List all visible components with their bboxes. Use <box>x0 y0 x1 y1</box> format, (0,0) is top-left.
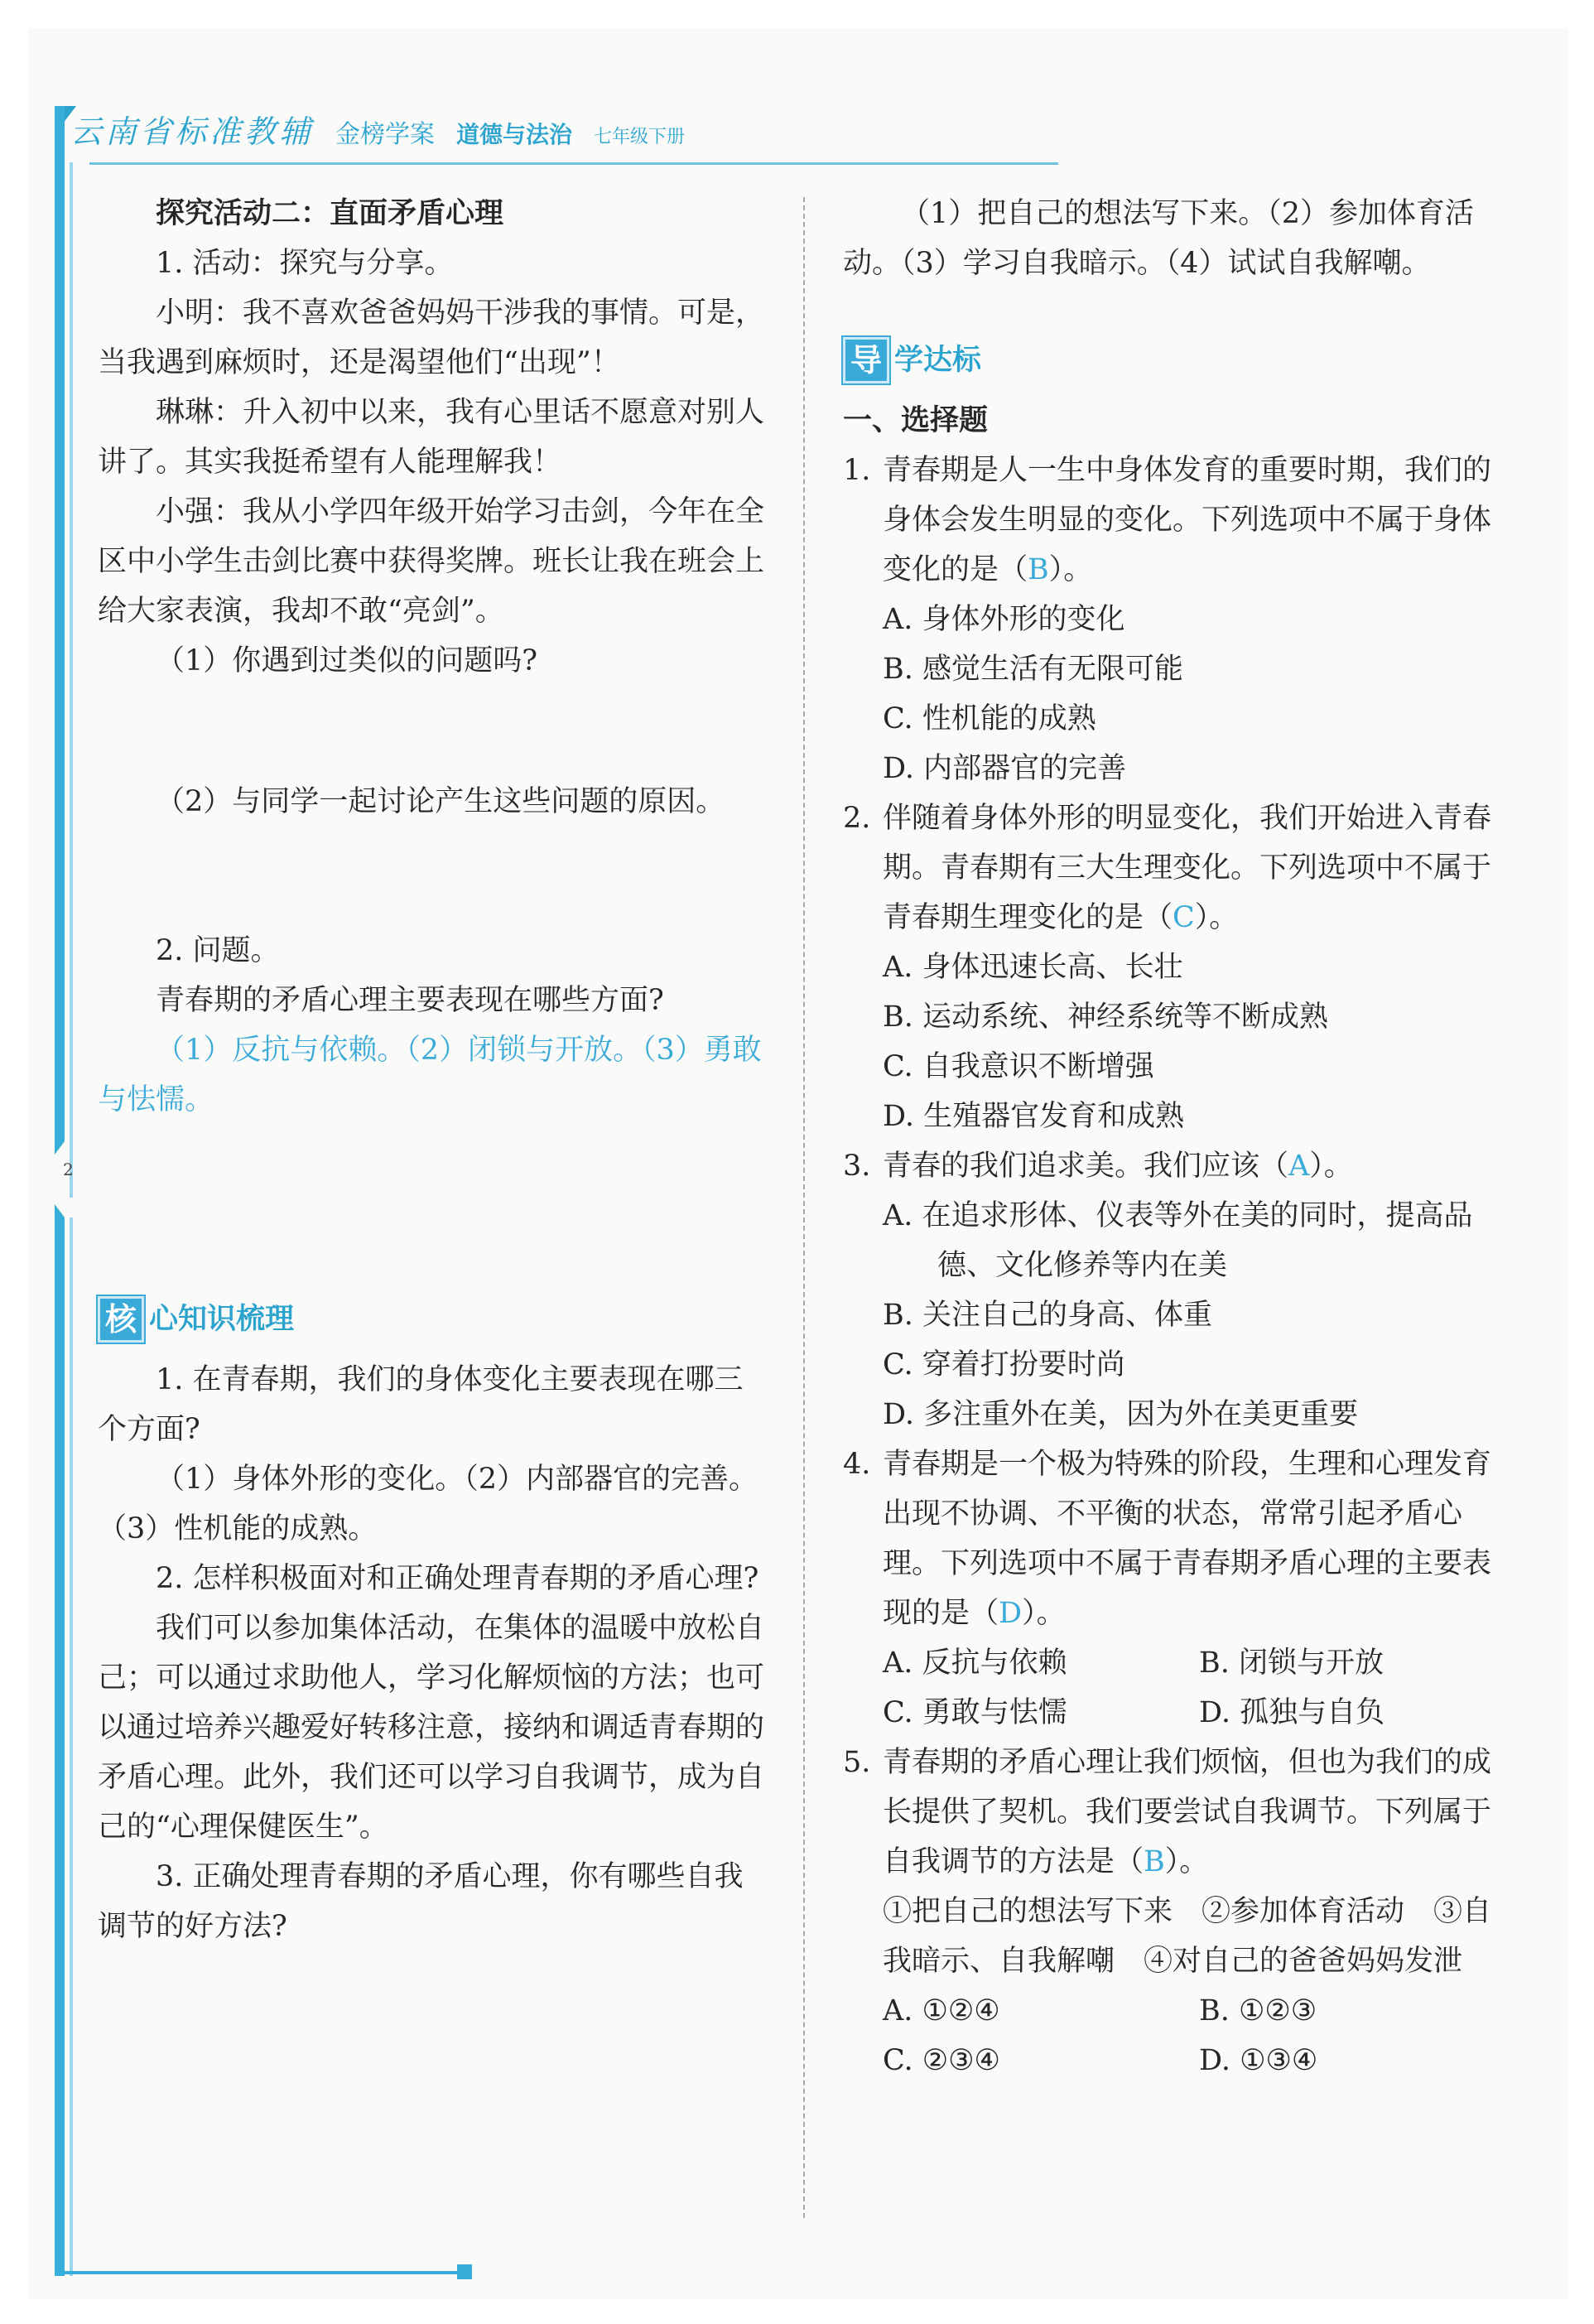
page-number: 2 <box>63 1160 74 1179</box>
option: D. 生殖器官发育和成熟 <box>883 1100 1185 1133</box>
knowledge-q3: 3. 正确处理青春期的矛盾心理，你有哪些自我调节的好方法? <box>98 1860 744 1943</box>
option: A. 身体外形的变化 <box>883 603 1125 636</box>
footer-square-mark <box>457 2264 472 2279</box>
margin-bar-lower <box>55 1217 65 2276</box>
answer-letter: B <box>1028 553 1049 586</box>
question-end: ）。 <box>1309 1150 1353 1183</box>
activity-step-1: 1. 活动：探究与分享。 <box>156 247 454 280</box>
option: A. 身体迅速长高、长壮 <box>883 951 1183 984</box>
option: B. 闭锁与开放 <box>1199 1647 1384 1680</box>
knowledge-a1: （1）身体外形的变化。（2）内部器官的完善。（3）性机能的成熟。 <box>98 1463 758 1545</box>
answer-letter: D <box>999 1597 1023 1630</box>
question-number: 4. <box>843 1448 871 1481</box>
question-stem: 青春期是人一生中身体发育的重要时期，我们的身体会发生明显的变化。下列选项中不属于身体变化的是（ <box>883 454 1492 586</box>
section-title: 心知识梳理 <box>149 1303 295 1336</box>
option: D. ①③④ <box>1199 2044 1318 2077</box>
option: D. 多注重外在美，因为外在美更重要 <box>883 1398 1359 1431</box>
section-title: 学达标 <box>894 344 982 377</box>
option: B. 感觉生活有无限可能 <box>883 653 1183 686</box>
knowledge-q1: 1. 在青春期，我们的身体变化主要表现在哪三个方面? <box>98 1363 744 1446</box>
option: D. 内部器官的完善 <box>883 752 1127 785</box>
column-divider <box>803 197 805 2218</box>
question-item <box>843 1141 1515 1191</box>
step-2-answer: （1）反抗与依赖。（2）闭锁与开放。（3）勇敢与怯懦。 <box>98 1034 762 1116</box>
page-header <box>70 106 685 152</box>
margin-thin-line-lower <box>70 1217 73 2276</box>
option: A. 反抗与依赖 <box>883 1647 1067 1680</box>
option: C. 性机能的成熟 <box>883 702 1096 735</box>
header-brand: 云南省标准教辅 <box>70 113 315 150</box>
question-item <box>843 1439 1515 1638</box>
option-row <box>843 1688 1515 1738</box>
left-column <box>98 189 764 1951</box>
question-item <box>843 446 1515 595</box>
footer-rule <box>55 2271 460 2274</box>
question-number: 3. <box>843 1150 871 1183</box>
option-row <box>843 2036 1515 2085</box>
step-2-label: 2. 问题。 <box>156 934 280 967</box>
option: C. 穿着打扮要时尚 <box>883 1348 1125 1381</box>
question-end: ）。 <box>1048 553 1093 586</box>
option: C. ②③④ <box>883 2044 1000 2077</box>
right-column <box>843 189 1515 2085</box>
question-stem: 伴随着身体外形的明显变化，我们开始进入青春期。青春期有三大生理变化。下列选项中不属于青春期生理变化的是（ <box>883 802 1492 934</box>
option: A. 在追求形体、仪表等外在美的同时，提高品德、文化修养等内在美 <box>883 1199 1473 1282</box>
section-badge-icon: 核 <box>98 1296 144 1343</box>
option: B. 关注自己的身高、体重 <box>883 1299 1212 1332</box>
section-badge-icon: 导 <box>843 337 889 383</box>
option: A. ①②④ <box>883 1994 1000 2027</box>
option-row <box>843 1638 1515 1688</box>
knowledge-a3: （1）把自己的想法写下来。（2）参加体育活动。（3）学习自我暗示。（4）试试自我解嘲。 <box>843 197 1475 280</box>
activity-title: 探究活动二：直面矛盾心理 <box>156 197 504 230</box>
answer-letter: B <box>1144 1845 1165 1878</box>
answer-letter: C <box>1173 901 1195 934</box>
answer-letter: A <box>1288 1150 1310 1183</box>
statement-list: ①把自己的想法写下来 ②参加体育活动 ③自我暗示、自我解嘲 ④对自己的爸爸妈妈发泄 <box>883 1895 1492 1978</box>
option-row <box>843 1986 1515 2036</box>
question-end: ）。 <box>1022 1597 1066 1630</box>
question-item <box>843 1738 1515 1887</box>
answer-space-2 <box>98 827 764 926</box>
question-stem: 青春期的矛盾心理让我们烦恼，但也为我们的成长提供了契机。我们要尝试自我调节。下列属于自我调节的方法是（ <box>883 1746 1492 1878</box>
margin-notch-upper <box>55 1141 65 1155</box>
question-item <box>843 793 1515 943</box>
question-end: ）。 <box>1164 1845 1209 1878</box>
margin-bar-upper <box>55 106 65 1141</box>
step-2-question: 青春期的矛盾心理主要表现在哪些方面? <box>156 984 664 1017</box>
question-2: （2）与同学一起讨论产生这些问题的原因。 <box>156 785 725 818</box>
question-1: （1）你遇到过类似的问题吗? <box>156 644 538 677</box>
section-practice <box>843 331 1515 389</box>
question-number: 2. <box>843 802 871 835</box>
knowledge-q2: 2. 怎样积极面对和正确处理青春期的矛盾心理? <box>156 1562 759 1595</box>
option: C. 勇敢与怯懦 <box>883 1696 1067 1729</box>
option: C. 自我意识不断增强 <box>883 1050 1154 1083</box>
part-title: 一、选择题 <box>843 404 989 437</box>
header-grade: 七年级下册 <box>594 127 686 147</box>
option: B. ①②③ <box>1199 1994 1317 2027</box>
header-series: 金榜学案 <box>335 120 436 149</box>
margin-thin-line-upper <box>70 162 73 1198</box>
blank-space <box>98 1125 764 1272</box>
header-rule <box>89 162 1058 165</box>
knowledge-a2: 我们可以参加集体活动，在集体的温暖中放松自己；可以通过求助他人，学习化解烦恼的方法；也可以通过培养兴趣爱好转移注意，接纳和调适青春期的矛盾心理。此外，我们还可以学习自我调节，成为自己的“心理保健医生”。 <box>98 1612 765 1844</box>
question-stem: 青春的我们追求美。我们应该（ <box>883 1150 1289 1183</box>
linlin-text: 琳琳：升入初中以来，我有心里话不愿意对别人讲了。其实我挺希望有人能理解我！ <box>98 396 765 479</box>
question-stem: 青春期是一个极为特殊的阶段，生理和心理发育出现不协调、不平衡的状态，常常引起矛盾心理。下列选项中不属于青春期矛盾心理的主要表现的是（ <box>883 1448 1492 1630</box>
xiaoqiang-text: 小强：我从小学四年级开始学习击剑，今年在全区中小学生击剑比赛中获得奖牌。班长让我在班会上给大家表演，我却不敢“亮剑”。 <box>98 495 765 628</box>
section-core-knowledge <box>98 1290 764 1348</box>
option: D. 孤独与自负 <box>1199 1696 1385 1729</box>
margin-notch-lower <box>55 1204 65 1217</box>
question-number: 5. <box>843 1746 871 1779</box>
question-number: 1. <box>843 454 871 487</box>
xiaoming-text: 小明：我不喜欢爸爸妈妈干涉我的事情。可是，当我遇到麻烦时，还是渴望他们“出现”！ <box>98 297 765 379</box>
header-subject: 道德与法治 <box>456 121 573 148</box>
question-end: ）。 <box>1194 901 1239 934</box>
answer-space-1 <box>98 686 764 777</box>
option: B. 运动系统、神经系统等不断成熟 <box>883 1000 1328 1034</box>
